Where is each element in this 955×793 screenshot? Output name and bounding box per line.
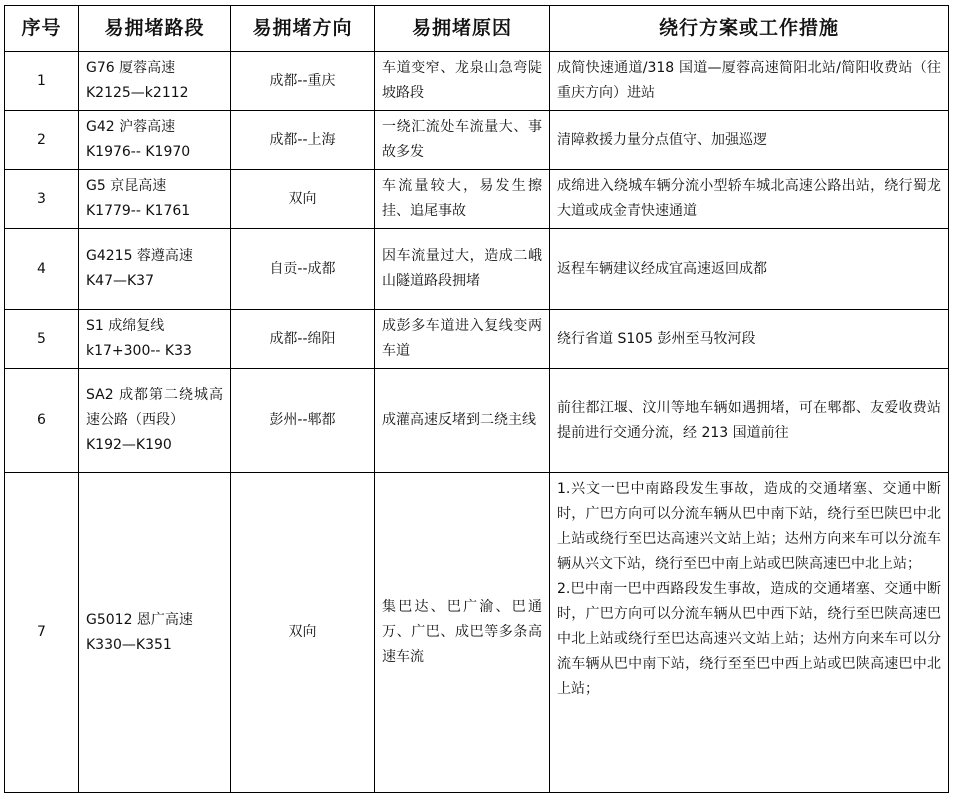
direction: 成都--绵阳 [231, 310, 375, 369]
header-row [5, 6, 949, 52]
road-cell [79, 473, 231, 793]
plan-cell [550, 369, 949, 473]
plan-cell [550, 473, 949, 793]
plan-item-2: 2.巴中南一巴中西路段发生事故，造成的交通堵塞、交通中断时，广巴方向可以分流车辆从巴中西下站，绕行至巴陕高速巴中北上站或绕行至巴达高速兴文站上站；达州方向来车可以分流车辆从巴中南下站，绕行至至巴中西上站或巴陕高速巴中北上站； [557, 581, 941, 697]
table-row [5, 229, 949, 310]
plan-cell [550, 52, 949, 111]
congestion-table [4, 5, 949, 793]
road-name: G4215 蓉遵高速 [86, 248, 193, 264]
row-number: 3 [5, 170, 79, 229]
road-cell [79, 111, 231, 170]
road-name: G5012 恩广高速 [86, 611, 193, 628]
plan-text: 清障救援力量分点值守、加强巡逻 [557, 131, 767, 148]
road-km: K2125—k2112 [86, 85, 189, 101]
reason: 车道变窄、龙泉山急弯陡坡路段 [375, 52, 550, 111]
direction: 自贡--成都 [231, 229, 375, 310]
header-plan: 绕行方案或工作措施 [550, 6, 949, 52]
direction: 双向 [231, 473, 375, 793]
road-cell [79, 310, 231, 369]
road-km: K1976-- K1970 [86, 144, 191, 160]
road-name: S1 成绵复线 [86, 318, 165, 334]
header-reason: 易拥堵原因 [375, 6, 550, 52]
row-number: 2 [5, 111, 79, 170]
table-row [5, 52, 949, 111]
plan-text: 返程车辆建议经成宜高速返回成都 [557, 260, 767, 277]
reason: 一绕汇流处车流量大、事故多发 [375, 111, 550, 170]
direction: 成都--上海 [231, 111, 375, 170]
direction: 彭州--郫都 [231, 369, 375, 473]
road-km: k17+300-- K33 [86, 343, 192, 359]
table-row [5, 310, 949, 369]
road-km: K47—K37 [86, 273, 154, 289]
reason: 成灌高速反堵到二绕主线 [375, 369, 550, 473]
reason: 成彭多车道进入复线变两车道 [375, 310, 550, 369]
header-no: 序号 [5, 6, 79, 52]
road-name: SA2 成都第二绕城高速公路（西段） [86, 387, 223, 428]
table-row [5, 473, 949, 793]
road-km: K330—K351 [86, 636, 172, 653]
reason: 集巴达、巴广渝、巴通万、广巴、成巴等多条高速车流 [375, 473, 550, 793]
plan-item-1: 1.兴文一巴中南路段发生事故，造成的交通堵塞、交通中断时，广巴方向可以分流车辆从巴中南下站，绕行至巴陕巴中北上站或绕行至巴达高速兴文站上站；达州方向来车可以分流车辆从兴文下站，绕行至巴中南上站或巴陕高速巴中北上站； [557, 481, 941, 572]
plan-text: 成简快速通道/318 国道—厦蓉高速简阳北站/简阳收费站（往重庆方向）进站 [557, 60, 941, 101]
road-name: G76 厦蓉高速 [86, 60, 176, 76]
plan-text: 绕行省道 S105 彭州至马牧河段 [557, 330, 756, 347]
plan-cell [550, 170, 949, 229]
header-road: 易拥堵路段 [79, 6, 231, 52]
road-name: G5 京昆高速 [86, 178, 167, 194]
road-km: K192—K190 [86, 437, 172, 453]
direction: 成都--重庆 [231, 52, 375, 111]
plan-cell [550, 111, 949, 170]
header-direction: 易拥堵方向 [231, 6, 375, 52]
table-row [5, 111, 949, 170]
road-cell [79, 170, 231, 229]
reason: 因车流量过大，造成二峨山隧道路段拥堵 [375, 229, 550, 310]
plan-cell [550, 310, 949, 369]
road-name: G42 沪蓉高速 [86, 119, 176, 135]
plan-cell [550, 229, 949, 310]
row-number: 1 [5, 52, 79, 111]
reason: 车流量较大，易发生擦挂、追尾事故 [375, 170, 550, 229]
plan-text: 前往都江堰、汶川等地车辆如遇拥堵，可在郫都、友爱收费站提前进行交通分流，经 213 国道前往 [557, 399, 941, 441]
row-number: 4 [5, 229, 79, 310]
table-row [5, 369, 949, 473]
direction: 双向 [231, 170, 375, 229]
road-km: K1779-- K1761 [86, 203, 191, 219]
row-number: 5 [5, 310, 79, 369]
table-row [5, 170, 949, 229]
road-cell [79, 52, 231, 111]
plan-text: 成绵进入绕城车辆分流小型轿车城北高速公路出站，绕行蜀龙大道或成金青快速通道 [557, 178, 941, 219]
row-number: 6 [5, 369, 79, 473]
row-number: 7 [5, 473, 79, 793]
road-cell [79, 369, 231, 473]
road-cell [79, 229, 231, 310]
